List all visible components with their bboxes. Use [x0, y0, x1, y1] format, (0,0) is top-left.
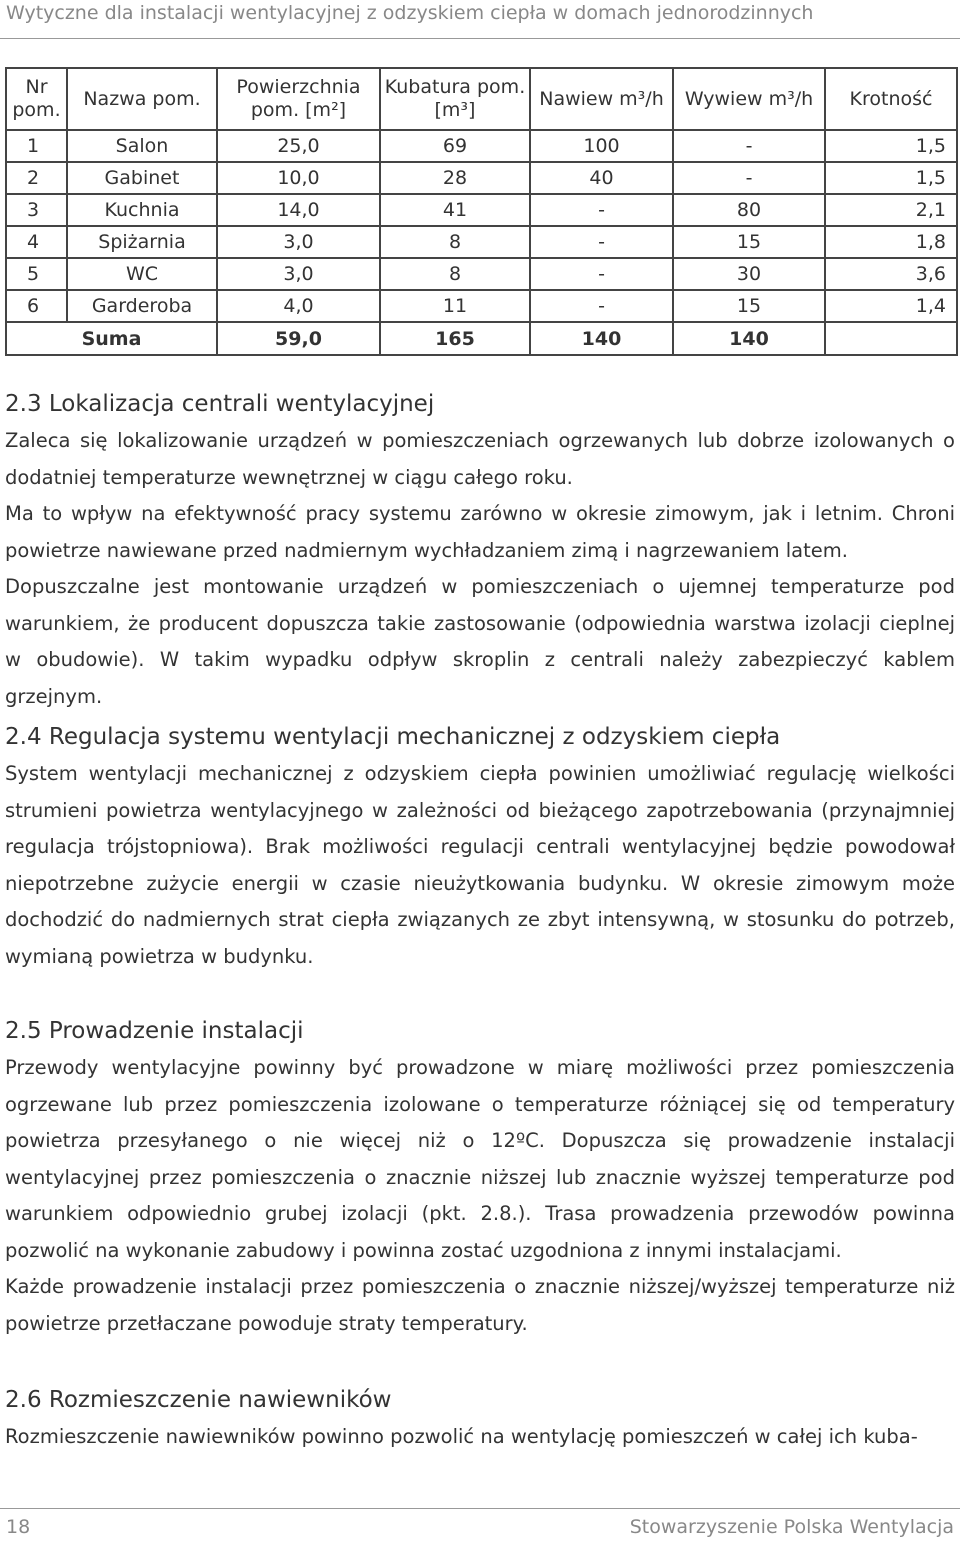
- cell-name: Spiżarnia: [67, 226, 217, 258]
- col-header-rate: Krotność: [825, 68, 957, 130]
- cell-volume: 69: [380, 130, 530, 162]
- paragraph: Ma to wpływ na efektywność pracy systemu zarówno w okresie zimowym, jak i letnim. Chroni powietrze nawiewane przed nadmiernym wychładzaniem zimą i nagrzewaniem latem.: [5, 502, 955, 562]
- footer-organization: Stowarzyszenie Polska Wentylacja: [629, 1516, 954, 1538]
- cell-exhaust: 80: [673, 194, 825, 226]
- cell-nr: 6: [6, 290, 67, 322]
- cell-area: 3,0: [217, 226, 380, 258]
- cell-volume: 28: [380, 162, 530, 194]
- table-row: [6, 290, 957, 322]
- table-row: [6, 226, 957, 258]
- cell-nr: 1: [6, 130, 67, 162]
- paragraph: Zaleca się lokalizowanie urządzeń w pomieszczeniach ogrzewanych lub dobrze izolowanych o dodatniej temperaturze wewnętrznej w ciągu całego roku.: [5, 429, 955, 489]
- paragraph: Przewody wentylacyjne powinny być prowadzone w miarę możliwości przez pomieszczenia ogrzewane lub przez pomieszczenia izolowane o temperaturze różniącej się od temperatury powietrza przesyłanego o nie więcej niż o 12ºC. Dopuszcza się prowadzenie instalacji wentylacyjnej przez pomieszczenia o znacznie niższej lub znacznie wyższej temperaturze pod warunkiem odpowiednio grubej izolacji (pkt. 2.8.). Trasa prowadzenia przewodów powinna pozwolić na wykonanie zabudowy i powinna zostać uzgodniona z innymi instalacjami.: [5, 1056, 955, 1262]
- cell-area: 10,0: [217, 162, 380, 194]
- cell-rate: 3,6: [825, 258, 957, 290]
- cell-name: Garderoba: [67, 290, 217, 322]
- cell-name: Gabinet: [67, 162, 217, 194]
- cell-nr: 2: [6, 162, 67, 194]
- table-row: [6, 258, 957, 290]
- cell-area: 14,0: [217, 194, 380, 226]
- sum-exhaust: 140: [673, 322, 825, 355]
- cell-nr: 3: [6, 194, 67, 226]
- cell-exhaust: 30: [673, 258, 825, 290]
- paragraph: Każde prowadzenie instalacji przez pomieszczenia o znacznie niższej/wyższej temperaturze niż powietrze przetłaczane powoduje straty temperatury.: [5, 1275, 955, 1335]
- col-header-supply: Nawiew m³/h: [530, 68, 673, 130]
- cell-nr: 4: [6, 226, 67, 258]
- cell-exhaust: -: [673, 130, 825, 162]
- header-divider: [0, 38, 960, 39]
- cell-area: 25,0: [217, 130, 380, 162]
- cell-supply: -: [530, 194, 673, 226]
- section-2-3: [5, 389, 955, 715]
- cell-name: Salon: [67, 130, 217, 162]
- cell-volume: 8: [380, 226, 530, 258]
- paragraph: System wentylacji mechanicznej z odzyskiem ciepła powinien umożliwiać regulację wielkości strumieni powietrza wentylacyjnego w zależności od bieżącego zapotrzebowania (przynajmniej regulacja trójstopniowa). Brak możliwości regulacji centrali wentylacyjnej będzie powodował niepotrzebne zużycie energii w czasie nieużytkowania budynku. W okresie zimowym może dochodzić do nadmiernych strat ciepła związanych ze zbyt intensywną, w stosunku do potrzeb, wymianą powietrza w budynku.: [5, 762, 955, 968]
- document-header-title: Wytyczne dla instalacji wentylacyjnej z odzyskiem ciepła w domach jednorodzinnych: [6, 2, 814, 24]
- sum-rate-empty: [825, 322, 957, 355]
- cell-exhaust: 15: [673, 290, 825, 322]
- ventilation-table: [5, 67, 958, 356]
- col-header-nr: Nr pom.: [6, 68, 67, 130]
- table-sum-row: [6, 322, 957, 355]
- col-header-volume: Kubatura pom. [m³]: [380, 68, 530, 130]
- table-header-row: [6, 68, 957, 130]
- cell-supply: -: [530, 226, 673, 258]
- cell-rate: 1,8: [825, 226, 957, 258]
- cell-name: WC: [67, 258, 217, 290]
- cell-rate: 1,5: [825, 162, 957, 194]
- footer-divider: [0, 1508, 960, 1509]
- cell-volume: 8: [380, 258, 530, 290]
- cell-name: Kuchnia: [67, 194, 217, 226]
- table-row: [6, 194, 957, 226]
- section-heading: 2.3 Lokalizacja centrali wentylacyjnej: [5, 391, 435, 417]
- paragraph: Rozmieszczenie nawiewników powinno pozwolić na wentylację pomieszczeń w całej ich kuba-: [5, 1425, 918, 1448]
- section-heading: 2.4 Regulacja systemu wentylacji mechanicznej z odzyskiem ciepła: [5, 724, 781, 750]
- cell-volume: 41: [380, 194, 530, 226]
- cell-exhaust: 15: [673, 226, 825, 258]
- cell-nr: 5: [6, 258, 67, 290]
- sum-volume: 165: [380, 322, 530, 355]
- cell-rate: 1,5: [825, 130, 957, 162]
- table-row: [6, 130, 957, 162]
- cell-exhaust: -: [673, 162, 825, 194]
- cell-area: 4,0: [217, 290, 380, 322]
- cell-rate: 2,1: [825, 194, 957, 226]
- section-heading: 2.5 Prowadzenie instalacji: [5, 1018, 304, 1044]
- cell-volume: 11: [380, 290, 530, 322]
- table-row: [6, 162, 957, 194]
- section-2-4: [5, 722, 955, 975]
- section-heading: 2.6 Rozmieszczenie nawiewników: [5, 1387, 392, 1413]
- paragraph: Dopuszczalne jest montowanie urządzeń w pomieszczeniach o ujemnej temperaturze pod warunkiem, że producent dopuszcza takie zastosowanie (odpowiednia warstwa izolacji cieplnej w obudowie). W takim wypadku odpływ skroplin z centrali należy zabezpieczyć kablem grzejnym.: [5, 575, 955, 708]
- sum-supply: 140: [530, 322, 673, 355]
- page-number: 18: [6, 1516, 31, 1538]
- cell-supply: 100: [530, 130, 673, 162]
- col-header-area: Powierzchnia pom. [m²]: [217, 68, 380, 130]
- col-header-exhaust: Wywiew m³/h: [673, 68, 825, 130]
- cell-area: 3,0: [217, 258, 380, 290]
- cell-supply: 40: [530, 162, 673, 194]
- col-header-name: Nazwa pom.: [67, 68, 217, 130]
- cell-supply: -: [530, 290, 673, 322]
- sum-label: Suma: [6, 322, 217, 355]
- cell-rate: 1,4: [825, 290, 957, 322]
- sum-area: 59,0: [217, 322, 380, 355]
- section-2-6: [5, 1385, 955, 1456]
- section-2-5: [5, 1016, 955, 1342]
- cell-supply: -: [530, 258, 673, 290]
